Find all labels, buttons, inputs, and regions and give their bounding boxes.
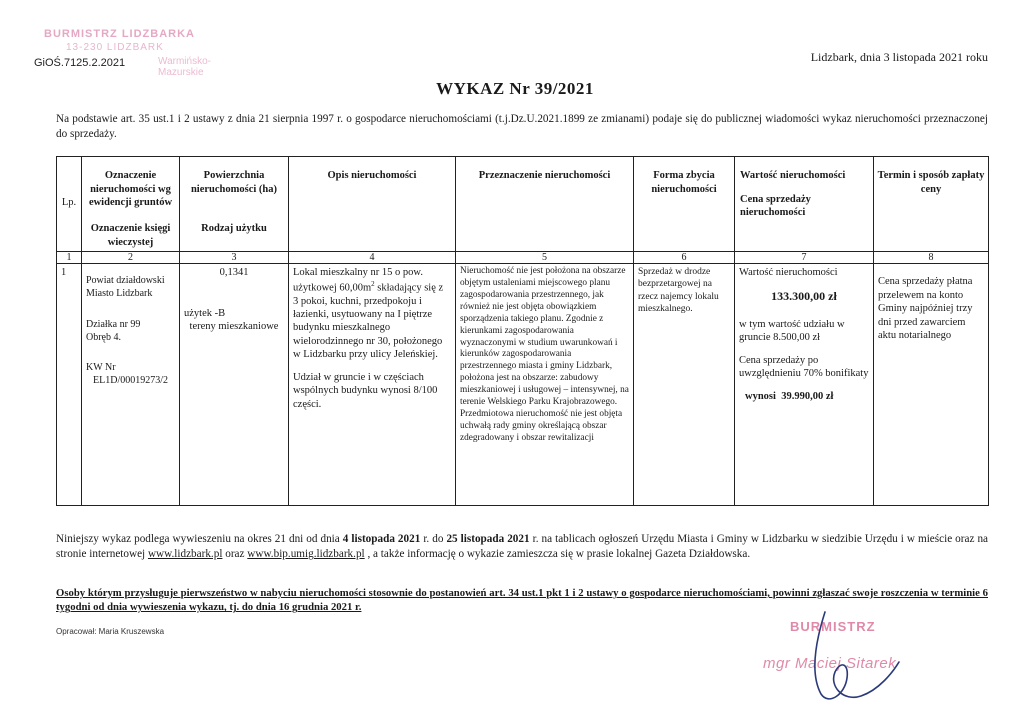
header-value-sub: Cena sprzedaży nieruchomości — [740, 193, 811, 219]
sale-price-amount: 39.990,00 zł — [781, 390, 834, 402]
preference-notice: Osoby którym przysługuje pierwszeństwo w nabyciu nieruchomości stosownie do postanowień art. 34 ust.1 pkt 1 i 2 ustawy o gospodarce nieruchomościami, powinni zgłaszać swoje roszczenia w terminie 6 tygodni od dnia wywieszenia wykazu, tj. do dnia 16 grudnia 2021 r. — [56, 587, 988, 614]
header-value — [735, 157, 874, 252]
sale-price-text: Cena sprzedaży po uwzględnieniu 70% bonifikaty — [739, 354, 869, 380]
header-designation-label: Oznaczenie nieruchomości wg ewidencji gruntów — [88, 170, 173, 209]
value-label: Wartość nieruchomości — [739, 267, 838, 279]
header-designation-sub: Oznaczenie księgi wieczystej — [90, 222, 171, 248]
column-number: 7 — [735, 252, 874, 264]
location-town: Miasto Lidzbark — [86, 288, 153, 299]
header-area — [180, 157, 289, 252]
location-county: Powiat działdowski — [86, 275, 165, 287]
table-row — [57, 264, 989, 506]
header-description: Opis nieruchomości — [289, 157, 456, 252]
reference-number: GiOŚ.7125.2.2021 — [34, 57, 126, 69]
payment-terms: Cena sprzedaży płatna przelewem na konto Gminy najpóźniej trzy dni przed zawarciem aktu notarialnego — [878, 276, 973, 341]
plot-number: Działka nr 99 — [86, 318, 141, 330]
cell-designation — [82, 264, 180, 506]
description-text: Lokal mieszkalny nr 15 o pow. użytkowej $60,00m^2$ składający się z 3 pokoi, kuchni, przedpokoju i łazienki, usytuowany na I piętrze budynku mieszkalnego wielorodzinnego nr 30, położonego w Lidzbarku przy ulicy Jeleńskiej. — [293, 267, 444, 361]
start-date: 4 listopada 2021 — [342, 533, 421, 545]
sale-price-label: wynosi — [745, 390, 776, 402]
value-amount: 133.300,00 zł — [771, 288, 837, 303]
website-link-bip[interactable]: www.bip.umig.lidzbark.pl — [247, 548, 365, 561]
sale-price — [739, 390, 869, 403]
description-share: Udział w gruncie i w częściach wspólnych budynku wynosi 8/100 części. — [293, 371, 438, 410]
mayor-name-stamp: mgr Maciej Sitarek — [763, 655, 897, 672]
document-title: WYKAZ Nr 39/2021 — [436, 79, 594, 98]
cell-disposal: Sprzedaż w drodze bezprzetargowej na rzecz najemcy lokalu mieszkalnego. — [634, 264, 735, 506]
property-table — [56, 156, 989, 506]
column-number: 3 — [180, 252, 289, 264]
cell-description — [289, 264, 456, 506]
header-designation — [82, 157, 180, 252]
end-date: 25 listopada 2021 — [446, 533, 530, 545]
stamp-line-1: BURMISTRZ LIDZBARKA — [44, 28, 195, 40]
mayor-stamp: BURMISTRZ — [790, 619, 876, 634]
column-number: 1 — [57, 252, 82, 264]
cell-payment — [874, 264, 989, 506]
header-value-label: Wartość nieruchomości — [740, 170, 846, 181]
table-number-row — [57, 252, 989, 264]
land-use-type: użytek -B — [184, 307, 226, 319]
column-number: 4 — [289, 252, 456, 264]
land-register-number: EL1D/00019273/2 — [93, 375, 168, 387]
header-area-label: Powierzchnia nieruchomości (ha) — [190, 170, 278, 195]
prepared-by: Opracował: Maria Kruszewska — [56, 627, 165, 636]
cell-area — [180, 264, 289, 506]
header-lp: Lp. — [57, 157, 82, 252]
table-header-row — [57, 157, 989, 252]
handwritten-signature-icon — [795, 602, 915, 712]
column-number: 2 — [82, 252, 180, 264]
column-number: 5 — [456, 252, 634, 264]
precinct: Obręb 4. — [86, 331, 121, 343]
header-payment: Termin i sposób zapłaty ceny — [874, 157, 989, 252]
column-number: 6 — [634, 252, 735, 264]
stamp-line-2: 13-230 LIDZBARK — [66, 42, 164, 53]
website-link-lidzbark[interactable]: www.lidzbark.pl — [147, 548, 223, 561]
place-date: Lidzbark, dnia 3 listopada 2021 roku — [810, 50, 988, 64]
posting-notice: Niniejszy wykaz podlega wywieszeniu na okres 21 dni od dnia 4 listopada 2021 r. do 25 listopada 2021 r. na tablicach ogłoszeń Urzędu Miasta i Gminy w Lidzbarku w siedzibie Urzędu i w mieście oraz na stronie internetowej www.lidzbark.pl oraz www.bip.umig.lidzbark.pl , a także informację o wykazie zamieszcza się w prasie lokalnej Gazeta Działdowska. — [56, 533, 988, 561]
column-number: 8 — [874, 252, 989, 264]
intro-paragraph: Na podstawie art. 35 ust.1 i 2 ustawy z dnia 21 sierpnia 1997 r. o gospodarce nieruchomościami (t.j.Dz.U.2021.1899 ze zmianami) podaje się do publicznej wiadomości wykaz nieruchomości przeznaczonej do sprzedaży. — [56, 113, 988, 141]
cell-purpose: Nieruchomość nie jest położona na obszarze objętym ustaleniami miejscowego planu zagospodarowania przestrzennego, jak również nie jest objęta obowiązkiem sporządzenia takiego planu. Zgodnie z kierunkami zagospodarowania wyznaczonymi w studium uwarunkowań i kierunków zagospodarowania przestrzennego miasta i gminy Lidzbark, położona jest na obszarze: zabudowy mieszkaniowej i usługowej – intensywnej, na terenie Welskiego Parku Krajobrazowego. Przedmiotowa nieruchomość nie jest objęta uchwałą rady gminy określającą obszar zdegradowany i obszar rewitalizacji — [456, 264, 634, 506]
land-share-value: w tym wartość udziału w gruncie 8.500,00 zł — [739, 319, 845, 344]
area-value: 0,1341 — [219, 267, 249, 279]
cell-value — [735, 264, 874, 506]
cell-lp: 1 — [57, 264, 82, 506]
header-stamp — [30, 28, 220, 78]
header-purpose: Przeznaczenie nieruchomości — [456, 157, 634, 252]
header-disposal: Forma zbycia nieruchomości — [634, 157, 735, 252]
land-use-category: tereny mieszkaniowe — [189, 321, 279, 333]
header-area-sub: Rodzaj użytku — [201, 223, 267, 235]
land-register-label: KW Nr — [86, 362, 116, 374]
stamp-line-3: Warmińsko-Mazurskie — [158, 56, 211, 78]
